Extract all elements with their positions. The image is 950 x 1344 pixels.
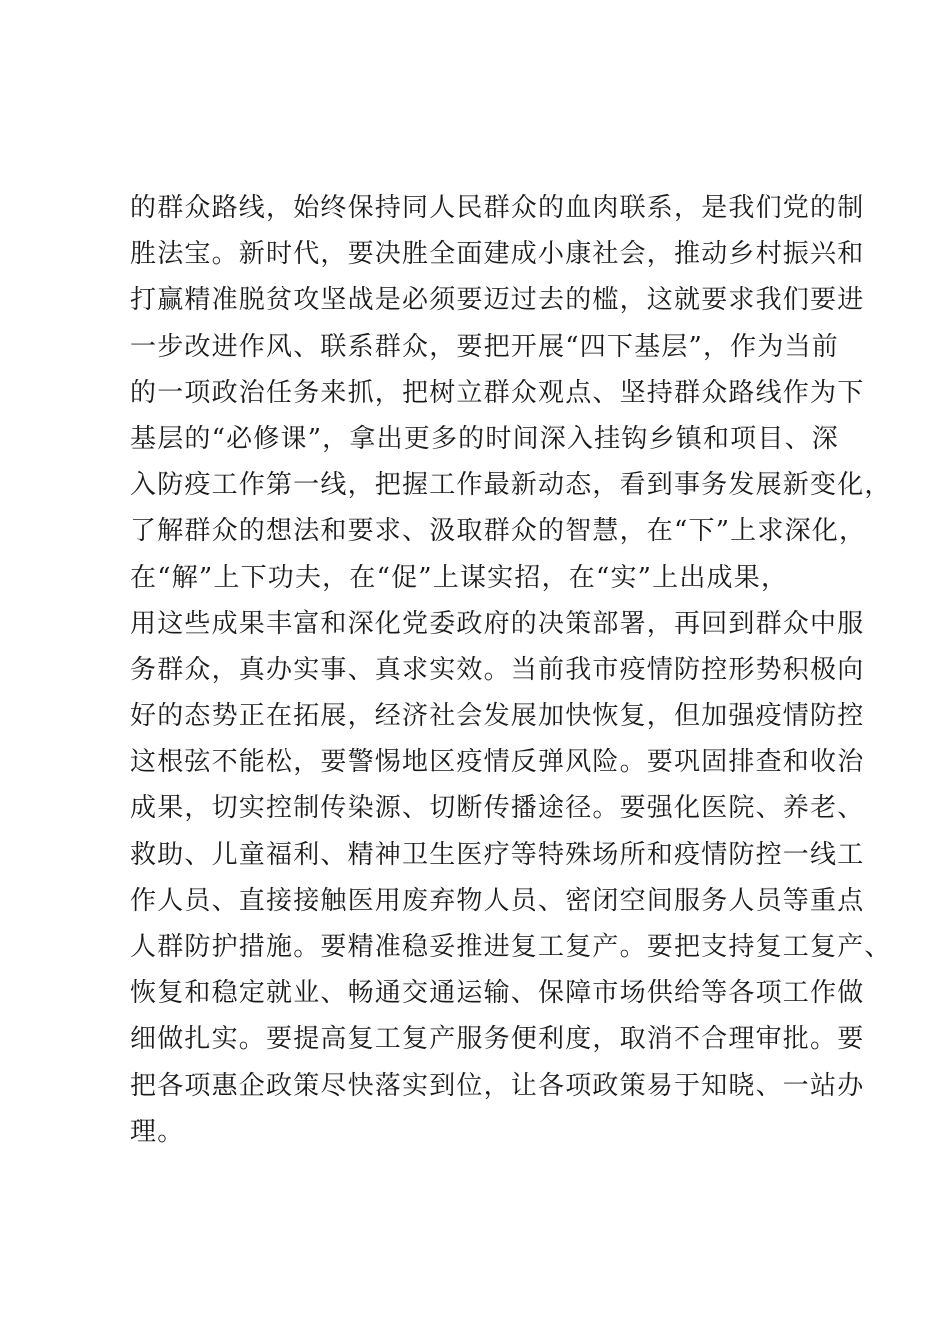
body-paragraph — [130, 185, 892, 1155]
text-line: 务群众，真办实事、真求实效。当前我市疫情防控形势积极向 — [130, 654, 865, 685]
text-line: 一步改进作风、联系群众，要把开展“四下基层”，作为当前 — [130, 331, 839, 362]
text-line: 用这些成果丰富和深化党委政府的决策部署，再回到群众中服 — [130, 608, 865, 639]
text-line: 了解群众的想法和要求、汲取群众的智慧，在“下”上求深化， — [130, 516, 867, 547]
text-line: 的一项政治任务来抓，把树立群众观点、坚持群众路线作为下 — [130, 377, 865, 408]
text-line: 作人员、直接接触医用废弃物人员、密闭空间服务人员等重点 — [130, 885, 865, 916]
text-line: 入防疫工作第一线，把握工作最新动态，看到事务发展新变化， — [130, 470, 892, 501]
text-line: 恢复和稳定就业、畅通交通运输、保障市场供给等各项工作做 — [130, 978, 865, 1009]
text-line: 这根弦不能松，要警惕地区疫情反弹风险。要巩固排查和收治 — [130, 747, 865, 778]
text-line: 救助、儿童福利、精神卫生医疗等特殊场所和疫情防控一线工 — [130, 839, 865, 870]
text-line: 人群防护措施。要精准稳妥推进复工复产。要把支持复工复产、 — [130, 932, 892, 962]
text-line: 好的态势正在拓展，经济社会发展加快恢复，但加强疫情防控 — [130, 701, 865, 732]
text-line: 成果，切实控制传染源、切断传播途径。要强化医院、养老、 — [130, 793, 865, 824]
text-line: 在“解”上下功夫，在“促”上谋实招，在“实”上出成果， — [130, 562, 789, 593]
text-line: 的群众路线，始终保持同人民群众的血肉联系，是我们党的制 — [130, 193, 865, 223]
text-line: 基层的“必修课”，拿出更多的时间深入挂钩乡镇和项目、深 — [130, 423, 839, 454]
text-line: 打赢精准脱贫攻坚战是必须要迈过去的槛，这就要求我们要进 — [130, 285, 865, 316]
text-line: 细做扎实。要提高复工复产服务便利度，取消不合理审批。要 — [130, 1024, 865, 1055]
text-line: 理。 — [130, 1116, 185, 1147]
text-line: 胜法宝。新时代，要决胜全面建成小康社会，推动乡村振兴和 — [130, 239, 865, 270]
text-line: 把各项惠企政策尽快落实到位，让各项政策易于知晓、一站办 — [130, 1070, 865, 1101]
